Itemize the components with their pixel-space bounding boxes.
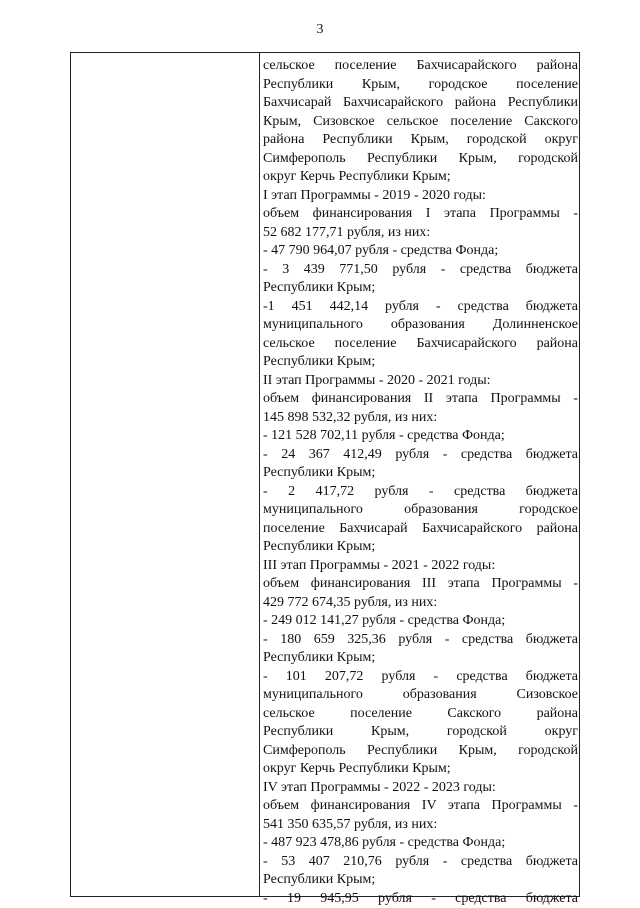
table-left-cell	[71, 53, 260, 896]
text-line: - 121 528 702,11 рубля - средства Фонда;	[263, 427, 578, 446]
text-line: Бахчисарай Бахчисарайского района Республики	[263, 94, 578, 113]
text-line: - 19 945,95 рубля - средства бюджета	[263, 890, 578, 908]
text-line: Республики Крым;	[263, 464, 578, 483]
text-line: объем финансирования III этапа Программы -	[263, 575, 578, 594]
text-line: поселение Бахчисарай Бахчисарайского района	[263, 520, 578, 539]
program-table	[70, 52, 580, 897]
text-line: 52 682 177,71 рубля, из них:	[263, 224, 578, 243]
text-line: муниципального образования Сизовское	[263, 686, 578, 705]
text-line: Симферополь Республики Крым, городской	[263, 742, 578, 761]
table-right-cell	[260, 53, 581, 896]
text-line: объем финансирования IV этапа Программы -	[263, 797, 578, 816]
text-line: - 101 207,72 рубля - средства бюджета	[263, 668, 578, 687]
text-line: сельское поселение Бахчисарайского района	[263, 335, 578, 354]
text-line: -1 451 442,14 рубля - средства бюджета	[263, 298, 578, 317]
text-line: муниципального образования городское	[263, 501, 578, 520]
text-line: I этап Программы - 2019 - 2020 годы:	[263, 187, 578, 206]
text-line: 429 772 674,35 рубля, из них:	[263, 594, 578, 613]
text-line: - 180 659 325,36 рубля - средства бюджета	[263, 631, 578, 650]
text-line: Республики Крым, городское поселение	[263, 76, 578, 95]
text-line: Республики Крым;	[263, 279, 578, 298]
text-line: - 24 367 412,49 рубля - средства бюджета	[263, 446, 578, 465]
text-line: сельское поселение Бахчисарайского района	[263, 57, 578, 76]
text-line: объем финансирования II этапа Программы -	[263, 390, 578, 409]
text-line: сельское поселение Сакского района	[263, 705, 578, 724]
text-line: II этап Программы - 2020 - 2021 годы:	[263, 372, 578, 391]
text-line: района Республики Крым, городской округ	[263, 131, 578, 150]
text-line: - 2 417,72 рубля - средства бюджета	[263, 483, 578, 502]
text-line: Симферополь Республики Крым, городской	[263, 150, 578, 169]
text-line: - 3 439 771,50 рубля - средства бюджета	[263, 261, 578, 280]
text-line: Республики Крым;	[263, 649, 578, 668]
text-line: - 47 790 964,07 рубля - средства Фонда;	[263, 242, 578, 261]
text-line: IV этап Программы - 2022 - 2023 годы:	[263, 779, 578, 798]
text-line: 145 898 532,32 рубля, из них:	[263, 409, 578, 428]
text-line: Крым, Сизовское сельское поселение Сакского	[263, 113, 578, 132]
text-line: муниципального образования Долинненское	[263, 316, 578, 335]
text-line: округ Керчь Республики Крым;	[263, 168, 578, 187]
text-line: Республики Крым;	[263, 353, 578, 372]
text-line: Республики Крым;	[263, 871, 578, 890]
text-line: - 53 407 210,76 рубля - средства бюджета	[263, 853, 578, 872]
text-line: III этап Программы - 2021 - 2022 годы:	[263, 557, 578, 576]
text-line: - 249 012 141,27 рубля - средства Фонда;	[263, 612, 578, 631]
text-line: Республики Крым;	[263, 538, 578, 557]
text-line: Республики Крым, городской округ	[263, 723, 578, 742]
text-line: округ Керчь Республики Крым;	[263, 760, 578, 779]
text-line: - 487 923 478,86 рубля - средства Фонда;	[263, 834, 578, 853]
text-line: 541 350 635,57 рубля, из них:	[263, 816, 578, 835]
text-line: объем финансирования I этапа Программы -	[263, 205, 578, 224]
page-number: 3	[0, 22, 640, 38]
